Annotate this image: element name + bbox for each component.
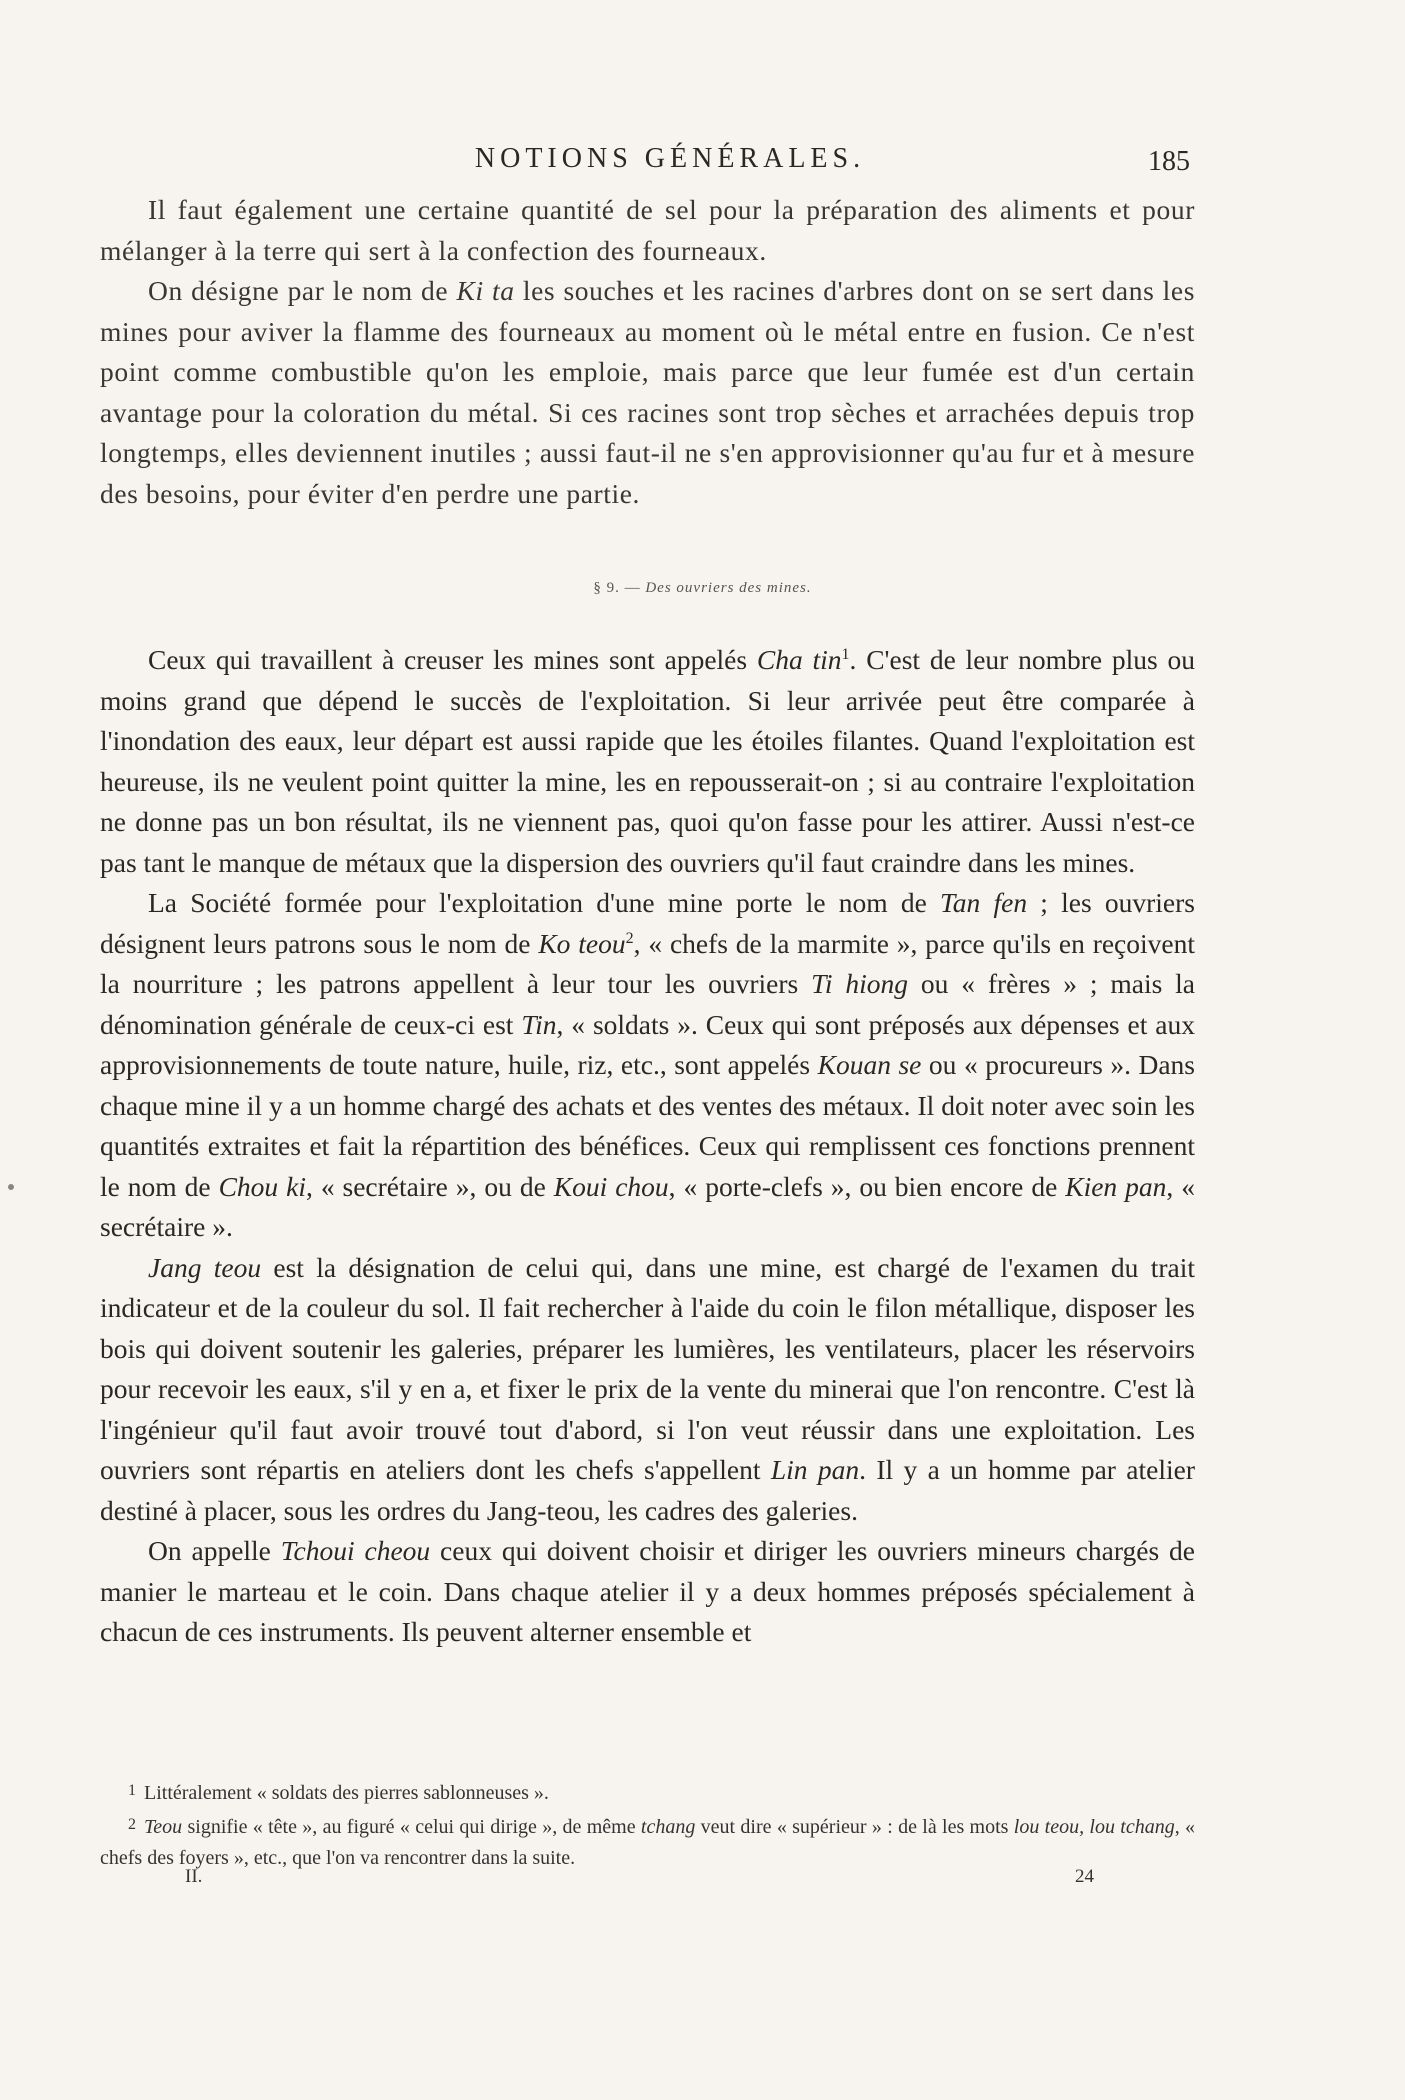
text-run: les souches et les racines d'arbres dont on se sert dans les mines pour aviver la flamme des fourneaux au moment où le métal entre en fusion. Ce n'est point comme combustible qu'on les emploie, mais parce que leur fumée est d'un certain avantage pour la coloration du métal. Si ces racines sont trop sèches et arrachées depuis trop longtemps, elles deviennent inutiles ; aussi faut-il ne s'en approvisionner qu'au fur et à mesure des besoins, pour éviter d'en perdre une partie. — [100, 275, 1196, 509]
text-run: , « chefs de la marmite », parce qu'ils en reçoivent la nourriture ; les patrons appellent à leur tour les ouvriers — [100, 927, 1195, 999]
footnote — [100, 1809, 1195, 1874]
text-run: . Il y a un homme par atelier destiné à placer, sous les ordres du Jang-teou, les cadres des galeries. — [100, 1454, 1195, 1526]
sheet-signature: 24 — [1075, 1866, 1094, 1887]
section-number: § 9. — — [593, 580, 646, 596]
page-speck — [8, 1184, 14, 1190]
text-run: . C'est de leur nombre plus ou moins grand que dépend le succès de l'exploitation. Si leur arrivée peut être comparée à l'inondation des eaux, leur départ est aussi rapide que les étoiles filantes. Quand l'exploitation est heureuse, ils ne veulent point quitter la mine, les en repousserait-on ; si au contraire l'exploitation ne donne pas un bon résultat, ils ne viennent pas, quoi qu'on fasse pour les attirer. Aussi n'est-ce pas tant le manque de métaux que la dispersion des ouvriers qu'il faut craindre dans les mines. — [100, 644, 1196, 878]
term: Ti hiong — [811, 968, 908, 999]
term: Lin pan — [770, 1454, 860, 1485]
paragraph — [100, 883, 1195, 1248]
term: Teou — [144, 1816, 183, 1838]
term: Cha tin — [756, 644, 842, 675]
term: Ko teou — [538, 927, 626, 959]
paragraph — [100, 1531, 1195, 1653]
term: tchang — [640, 1816, 696, 1838]
paragraph: Il faut également une certaine quantité de sel pour la préparation des aliments et pour mélanger à la terre qui sert à la confection des fourneaux. — [100, 194, 1195, 266]
main-text-block — [100, 640, 1195, 1653]
paragraph — [100, 1248, 1195, 1532]
text-run: est la désignation de celui qui, dans une mine, est chargé de l'examen du trait indicateur et de la couleur du sol. Il fait rechercher à l'aide du coin le filon métallique, disposer les bois qui doivent soutenir les galeries, préparer les lumières, les ventilateurs, placer les réservoirs pour recevoir les eaux, s'il y en a, et fixer le prix de la vente du minerai que l'on rencontre. C'est là l'ingénieur qu'il faut avoir trouvé tout d'abord, si l'on veut réussir dans une exploitation. Les ouvriers sont répartis en ateliers dont les chefs s'appellent — [100, 1251, 1195, 1485]
page-number: 185 — [1148, 146, 1190, 177]
footnote-text: Littéralement « soldats des pierres sablonneuses ». — [144, 1782, 549, 1804]
paragraph — [100, 640, 1195, 883]
text-run: , « secrétaire ». — [100, 1170, 1195, 1242]
term: Kouan se — [817, 1049, 922, 1080]
text-run: Ceux qui travaillent à creuser les mines sont appelés — [148, 644, 757, 675]
term: Tan fen — [940, 887, 1028, 918]
footnote-ref: 2 — [625, 929, 634, 947]
term: Kien pan — [1065, 1170, 1167, 1202]
section-title: Des ouvriers des mines. — [645, 580, 812, 596]
footnote-text: signifie « tête », au figuré « celui qui dirige », de même — [182, 1816, 641, 1838]
text-run: La Société formée pour l'exploitation d'une mine porte le nom de — [148, 887, 940, 918]
footnote — [100, 1775, 1195, 1809]
section-heading — [0, 580, 1405, 597]
footnote-text: , « chefs des foyers », etc., que l'on va rencontrer dans la suite. — [100, 1816, 1196, 1869]
text-run: On appelle — [148, 1535, 281, 1566]
text-run: ceux qui doivent choisir et diriger les ouvriers mineurs chargés de manier le marteau et le coin. Dans chaque atelier il y a deux hommes préposés spécialement à chacun de ces instruments. Ils peuvent alterner ensemble et — [100, 1535, 1195, 1647]
term: lou teou, lou tchang — [1013, 1816, 1175, 1838]
text-run: ou « procureurs ». Dans chaque mine il y a un homme chargé des achats et des ventes des métaux. Il doit noter avec soin les quantités extraites et fait la répartition des bénéfices. Ceux qui remplissent ces fonctions prennent le nom de — [100, 1049, 1195, 1202]
text-run: , « secrétaire », ou de — [305, 1170, 554, 1202]
text-run: ; les ouvriers désignent leurs patrons sous le nom de — [100, 887, 1195, 959]
term: Jang teou — [148, 1251, 262, 1283]
term: Ki ta — [456, 275, 515, 306]
term: Tchoui cheou — [280, 1535, 431, 1566]
term: Tin — [521, 1008, 557, 1040]
paragraph — [100, 271, 1195, 514]
text-run: , « soldats ». Ceux qui sont préposés aux dépenses et aux approvisionnements de toute nature, huile, riz, etc., sont appelés — [100, 1008, 1195, 1080]
term: Koui chou — [553, 1170, 669, 1202]
footnote-ref: 1 — [841, 645, 850, 663]
footnote-text: veut dire « supérieur » : de là les mots — [695, 1816, 1014, 1838]
top-text-block — [100, 190, 1195, 514]
footnote-mark: 2 — [128, 1816, 136, 1833]
term: Chou ki — [218, 1170, 306, 1202]
running-head: NOTIONS GÉNÉRALES. — [474, 143, 866, 174]
text-run: , « porte-clefs », ou bien encore de — [668, 1170, 1066, 1202]
text-run: On désigne par le nom de — [148, 275, 457, 306]
footnote-mark: 1 — [128, 1782, 136, 1799]
text-run: ou « frères » ; mais la dénomination générale de ceux-ci est — [100, 968, 1195, 1040]
footnotes — [100, 1775, 1195, 1874]
volume-signature: II. — [185, 1866, 203, 1887]
